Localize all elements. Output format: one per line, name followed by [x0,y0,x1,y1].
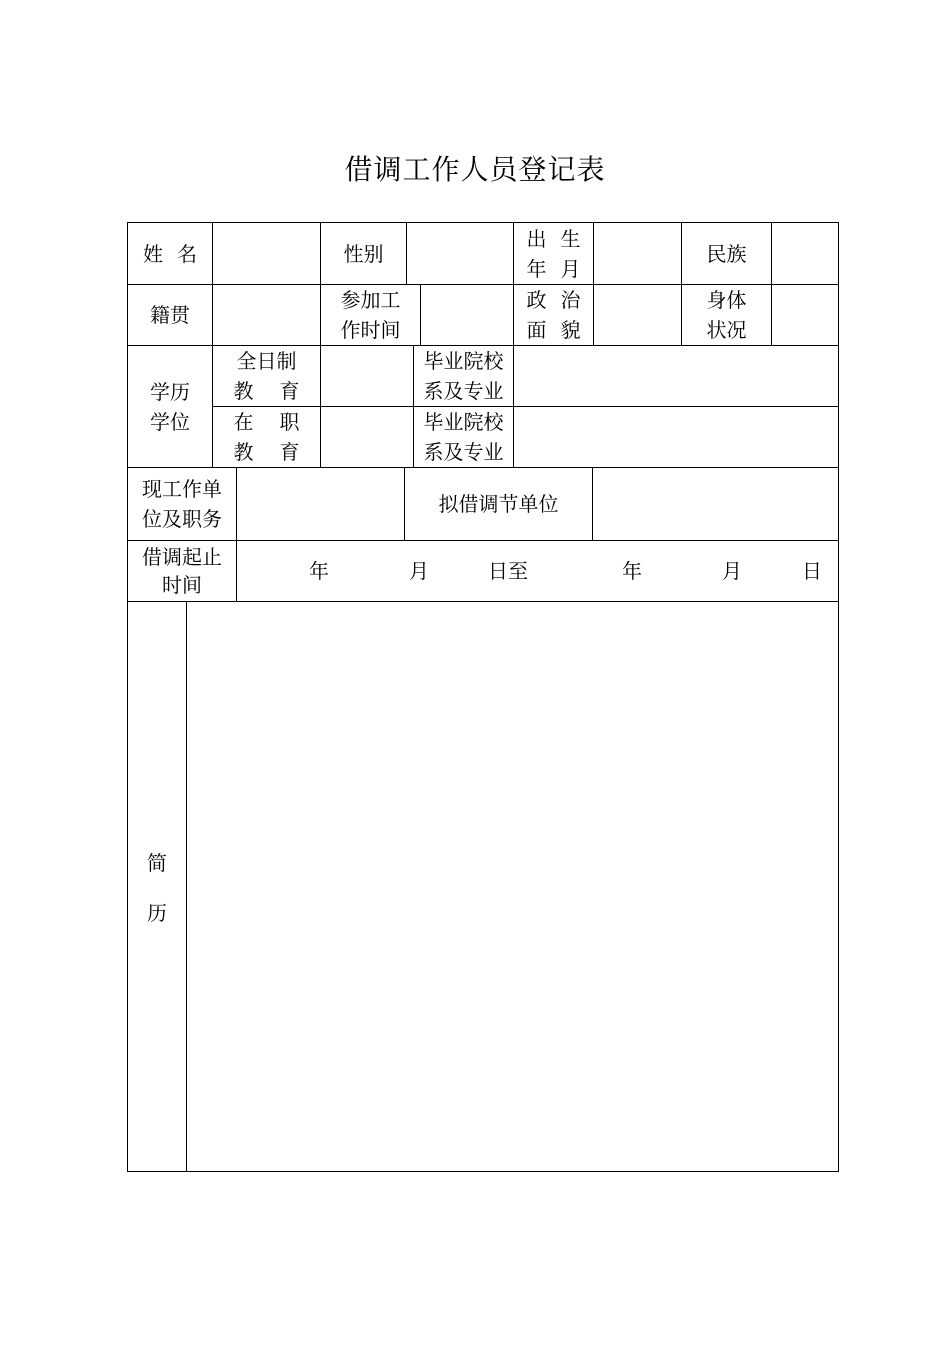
ethnicity-field[interactable] [772,223,838,285]
period-field[interactable] [237,541,838,602]
gender-label: 性别 [321,223,407,285]
page-title: 借调工作人员登记表 [344,153,606,186]
current-work-field[interactable] [237,468,405,541]
target-unit-label: 拟借调节单位 [405,468,593,541]
gender-field[interactable] [407,223,514,285]
resume-label: 简 历 [128,602,187,1171]
end-year-unit: 年 [622,559,642,583]
fulltime-education-field[interactable] [321,346,414,407]
birth-date-field[interactable] [594,223,682,285]
start-month-unit: 月 [409,559,429,583]
political-status-field[interactable] [594,285,682,346]
resume-field[interactable] [187,602,838,1171]
inservice-education-label: 在 职 教 育 [213,407,321,468]
target-unit-field[interactable] [593,468,838,541]
registration-form-table [127,222,839,1172]
inservice-education-field[interactable] [321,407,414,468]
start-year-unit: 年 [309,559,329,583]
native-place-label: 籍贯 [128,285,213,346]
period-label: 借调起止 时间 [128,541,237,602]
ethnicity-label: 民族 [682,223,772,285]
current-work-label: 现工作单 位及职务 [128,468,237,541]
inservice-school-field[interactable] [514,407,838,468]
fulltime-education-label: 全日制 教 育 [213,346,321,407]
end-day-unit: 日 [802,559,822,583]
birth-date-label: 出 生 年 月 [514,223,594,285]
start-day-to-unit: 日至 [488,559,528,583]
fulltime-school-label: 毕业院校 系及专业 [414,346,514,407]
work-start-label: 参加工 作时间 [321,285,421,346]
name-field[interactable] [213,223,321,285]
education-label: 学历 学位 [128,346,213,468]
end-month-unit: 月 [722,559,742,583]
fulltime-school-field[interactable] [514,346,838,407]
inservice-school-label: 毕业院校 系及专业 [414,407,514,468]
health-field[interactable] [772,285,838,346]
work-start-field[interactable] [421,285,514,346]
health-label: 身体 状况 [682,285,772,346]
political-status-label: 政 治 面 貌 [514,285,594,346]
native-place-field[interactable] [213,285,321,346]
name-label: 姓 名 [128,223,213,285]
